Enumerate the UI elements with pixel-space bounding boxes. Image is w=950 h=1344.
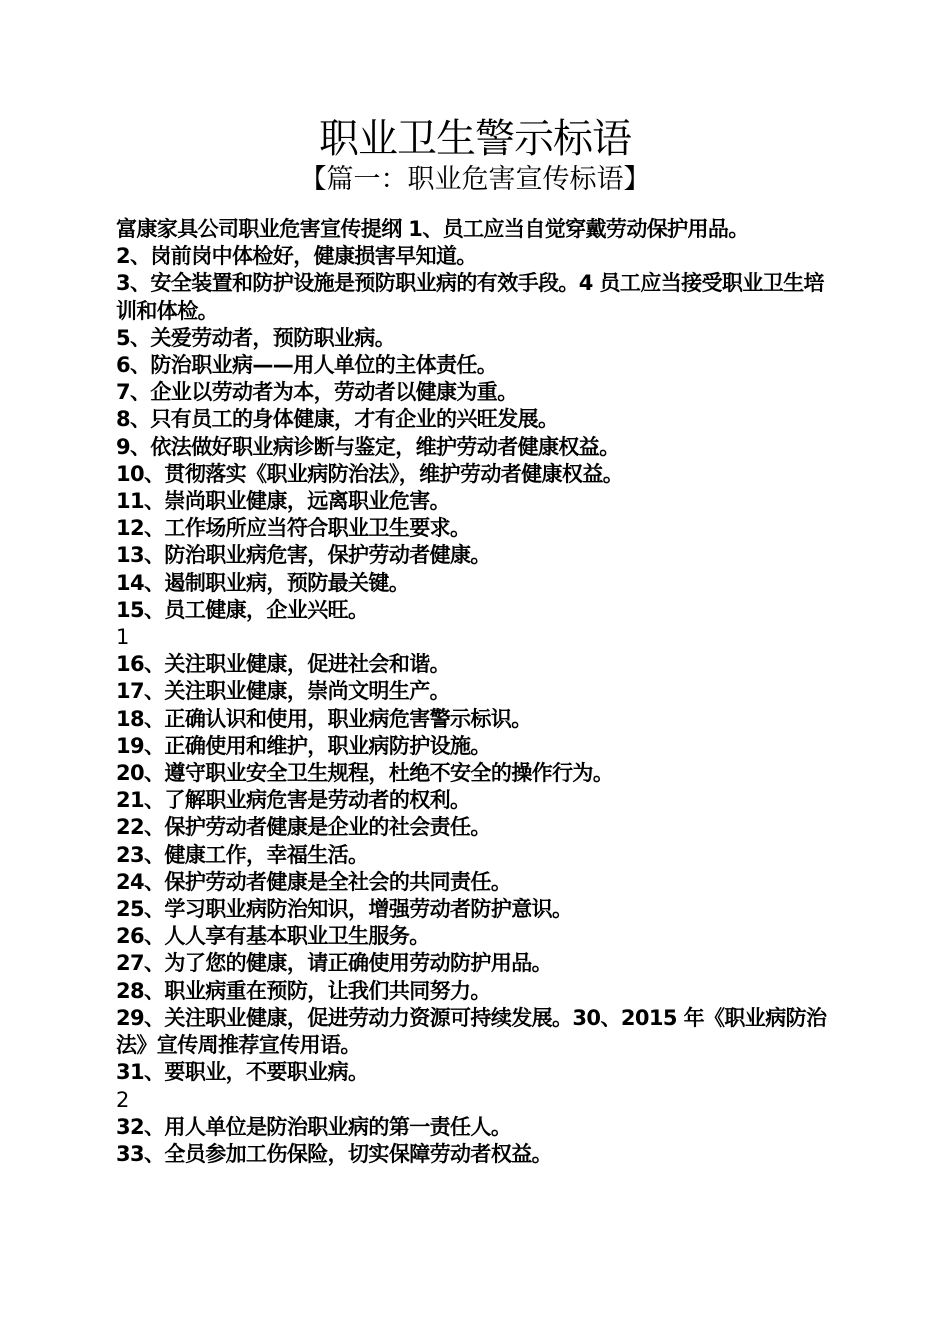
slogan-line: 5、关爱劳动者，预防职业病。 — [116, 325, 396, 350]
slogan-line: 12、工作场所应当符合职业卫生要求。 — [116, 516, 471, 541]
slogan-line: 17、关注职业健康，崇尚文明生产。 — [116, 679, 451, 704]
slogan-line: 21、了解职业病危害是劳动者的权利。 — [116, 788, 471, 813]
page-number: 1 — [116, 625, 129, 650]
slogan-line: 15、员工健康，企业兴旺。 — [116, 597, 369, 622]
slogan-line: 27、为了您的健康，请正确使用劳动防护用品。 — [116, 951, 553, 976]
slogan-line: 11、崇尚职业健康，远离职业危害。 — [116, 489, 451, 514]
slogan-line: 7、企业以劳动者为本，劳动者以健康为重。 — [116, 380, 518, 405]
slogan-line: 32、用人单位是防治职业病的第一责任人。 — [116, 1114, 512, 1139]
slogan-line: 18、正确认识和使用，职业病危害警示标识。 — [116, 706, 532, 731]
slogan-line: 25、学习职业病防治知识，增强劳动者防护意识。 — [116, 897, 573, 922]
page-number: 2 — [116, 1087, 129, 1112]
slogan-line: 富康家具公司职业危害宣传提纲 1、员工应当自觉穿戴劳动保护用品。 — [116, 217, 749, 241]
slogan-list — [116, 216, 836, 1168]
slogan-line: 8、只有员工的身体健康，才有企业的兴旺发展。 — [116, 407, 559, 432]
slogan-line: 19、正确使用和维护，职业病防护设施。 — [116, 733, 491, 758]
slogan-line: 14、遏制职业病，预防最关键。 — [116, 570, 410, 595]
slogan-line: 13、防治职业病危害，保护劳动者健康。 — [116, 543, 491, 568]
slogan-line: 2、岗前岗中体检好，健康损害早知道。 — [116, 244, 477, 269]
slogan-line: 22、保护劳动者健康是企业的社会责任。 — [116, 815, 491, 840]
slogan-line: 26、人人享有基本职业卫生服务。 — [116, 924, 430, 949]
slogan-line: 3、安全装置和防护设施是预防职业病的有效手段。4 员工应当接受职业卫生培训和体检。 — [116, 271, 824, 323]
slogan-line: 29、关注职业健康，促进劳动力资源可持续发展。30、2015 年《职业病防治法》宣传周推荐宣传用语。 — [116, 1005, 827, 1058]
slogan-line: 31、要职业，不要职业病。 — [116, 1060, 369, 1085]
slogan-line: 23、健康工作，幸福生活。 — [116, 842, 369, 867]
slogan-line: 33、全员参加工伤保险，切实保障劳动者权益。 — [116, 1141, 553, 1166]
slogan-line: 9、依法做好职业病诊断与鉴定，维护劳动者健康权益。 — [116, 434, 620, 459]
slogan-line: 6、防治职业病——用人单位的主体责任。 — [116, 353, 498, 378]
slogan-line: 24、保护劳动者健康是全社会的共同责任。 — [116, 869, 512, 894]
slogan-line: 16、关注职业健康，促进社会和谐。 — [116, 652, 451, 677]
slogan-line: 10、贯彻落实《职业病防治法》，维护劳动者健康权益。 — [116, 461, 624, 486]
document-subtitle: 【篇一：职业危害宣传标语】 — [299, 164, 651, 195]
slogan-line: 28、职业病重在预防，让我们共同努力。 — [116, 978, 491, 1003]
document-title: 职业卫生警示标语 — [319, 116, 631, 162]
slogan-line: 20、遵守职业安全卫生规程，杜绝不安全的操作行为。 — [116, 761, 614, 786]
